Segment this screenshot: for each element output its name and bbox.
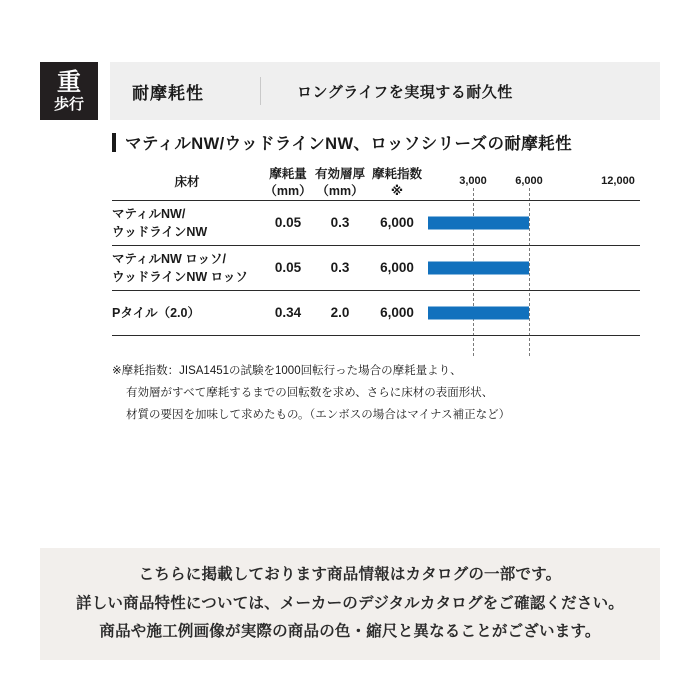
table-row: [112, 290, 640, 335]
row-wear-index: 6,000: [366, 200, 428, 245]
row-material-name-l1: マティルNW/: [112, 206, 186, 221]
col-header-effective-layer-l2: （mm）: [316, 183, 364, 198]
col-header-effective-layer-l1: 有効層厚: [314, 167, 365, 181]
col-header-axis: [428, 166, 640, 200]
disclaimer-line-1: こちらに掲載しております商品情報はカタログの一部です。: [138, 565, 562, 583]
row-material-name-l1: マティルNW ロッソ/: [112, 251, 227, 266]
row-wear-index: 6,000: [366, 245, 428, 290]
row-material-name-l2: ウッドラインNW: [112, 224, 208, 239]
row-wear-amount: 0.05: [262, 245, 314, 290]
col-header-wear-index: [366, 166, 428, 200]
axis-tick-3000: 3,000: [459, 174, 487, 187]
section-heading-text: マティルNW/ウッドラインNW、ロッソシリーズの耐摩耗性: [125, 135, 572, 153]
bar-zone: [428, 291, 640, 335]
bar-wear-index: [428, 216, 529, 229]
col-header-wear-index-l1: 摩耗指数: [371, 167, 422, 181]
axis-tick-6000: 6,000: [515, 174, 543, 187]
badge-line2: 歩行: [53, 95, 84, 113]
wear-resistance-table: [112, 166, 640, 336]
footnote-line-2: 有効層がすべて摩耗するまでの回転数を求め、さらに床材の表面形状、: [126, 386, 494, 399]
row-material-name: [112, 290, 262, 335]
table-row: [112, 245, 640, 290]
section-heading: [112, 130, 572, 154]
header-bar: [110, 62, 660, 120]
row-bar-cell: [428, 245, 640, 290]
row-effective-layer: 2.0: [314, 290, 366, 335]
row-material-name: [112, 200, 262, 245]
row-wear-amount: 0.34: [262, 290, 314, 335]
heading-tick-icon: [112, 133, 116, 152]
row-effective-layer: 0.3: [314, 200, 366, 245]
footnote-line-3: 材質の要因を加味して求めたもの。（エンボスの場合はマイナス補正など）: [126, 408, 511, 421]
table-header-row: [112, 166, 640, 200]
bar-wear-index: [428, 306, 529, 319]
chart-axis-labels: [428, 175, 640, 191]
col-header-effective-layer: [314, 166, 366, 200]
row-bar-cell: [428, 200, 640, 245]
axis-tick-12000: 12,000: [601, 174, 635, 187]
table-row: [112, 200, 640, 245]
disclaimer-line-3: 商品や施工例画像が実際の商品の色・縮尺と異なることがございます。: [99, 623, 601, 641]
col-header-wear-index-l2: ※: [390, 183, 404, 198]
footnotes: [112, 361, 652, 427]
badge-line1: 重: [57, 68, 81, 96]
col-header-material: 床材: [112, 166, 262, 200]
col-header-wear-amount-l2: （mm）: [264, 183, 312, 198]
bar-zone: [428, 201, 640, 245]
header: [40, 62, 660, 120]
row-effective-layer: 0.3: [314, 245, 366, 290]
header-subtitle: ロングライフを実現する耐久性: [297, 83, 513, 101]
row-material-name-l1: Pタイル（2.0）: [112, 305, 200, 320]
footnote-line-1: ※摩耗指数：JISA1451の試験を1000回転行った場合の摩耗量より、: [112, 365, 462, 377]
header-title: 耐摩耗性: [132, 83, 204, 103]
heavy-traffic-badge: [40, 62, 98, 120]
col-header-wear-amount: [262, 166, 314, 200]
disclaimer-panel: [40, 548, 660, 660]
row-material-name: [112, 245, 262, 290]
bar-wear-index: [428, 261, 529, 274]
row-wear-index: 6,000: [366, 290, 428, 335]
bar-zone: [428, 246, 640, 290]
row-bar-cell: [428, 290, 640, 335]
col-header-wear-amount-l1: 摩耗量: [269, 167, 307, 181]
row-wear-amount: 0.05: [262, 200, 314, 245]
disclaimer-line-2: 詳しい商品特性については、メーカーのデジタルカタログをご確認ください。: [76, 594, 624, 612]
row-material-name-l2: ウッドラインNW ロッソ: [112, 269, 248, 284]
